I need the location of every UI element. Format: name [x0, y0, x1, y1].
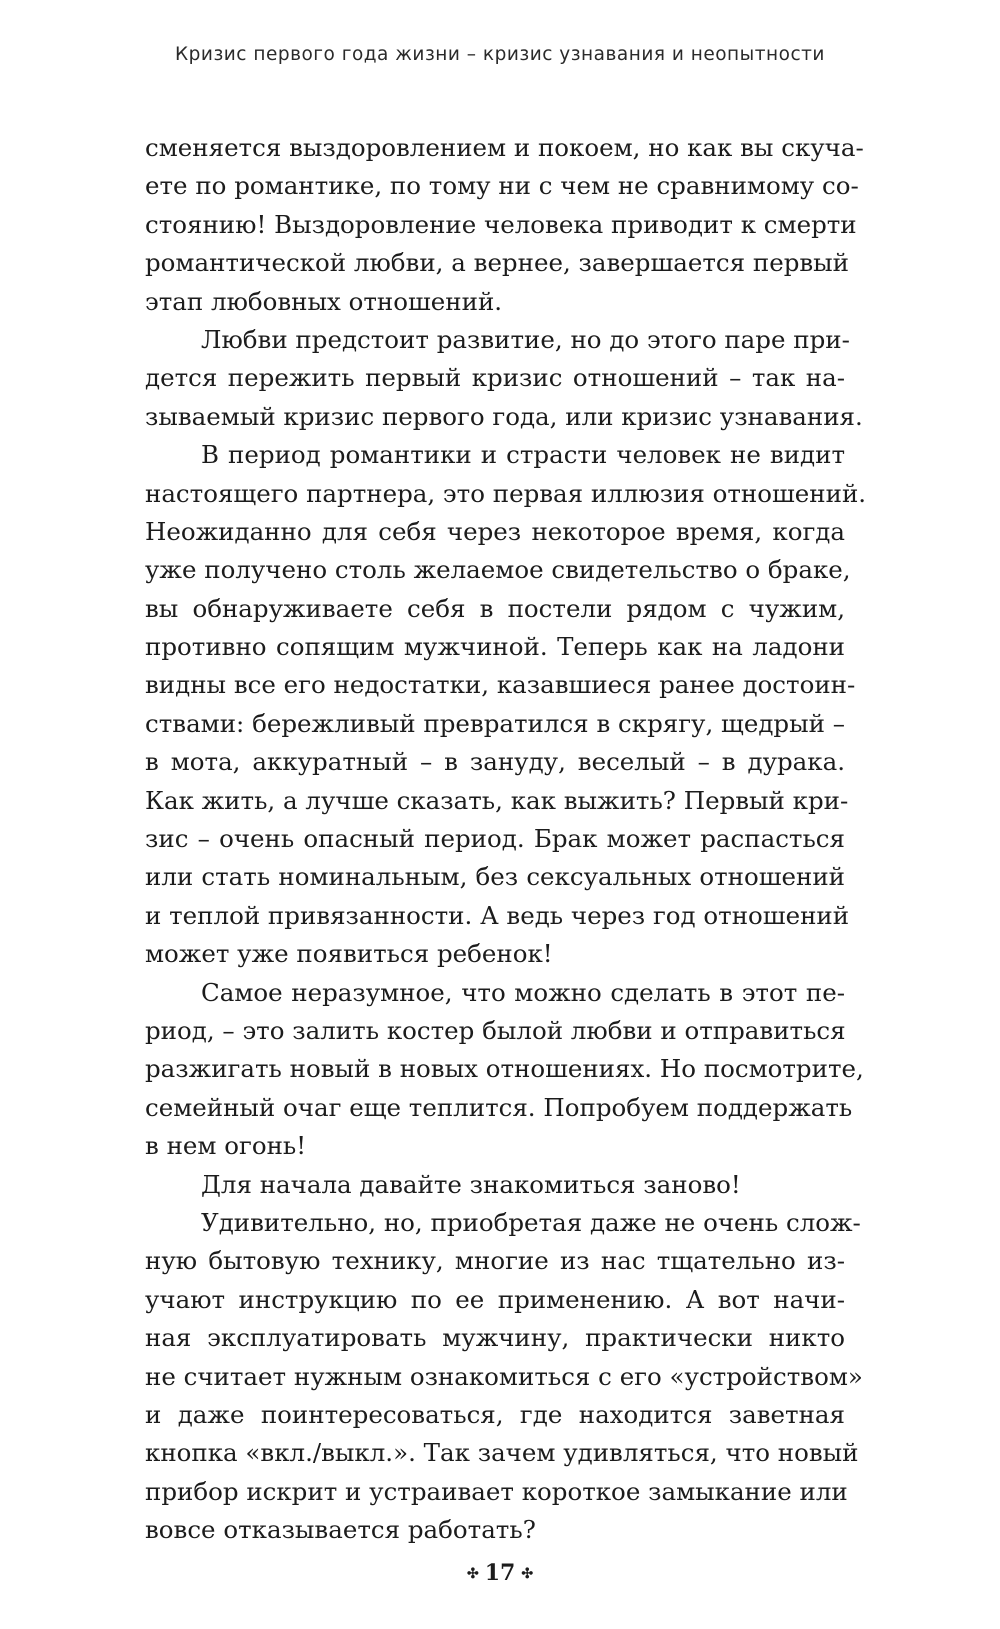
text-line: зис – очень опасный период. Брак может распасться: [145, 824, 845, 854]
text-line: и даже поинтересоваться, где находится заветная: [145, 1399, 845, 1429]
body-text: [145, 129, 867, 1549]
text-line: риод, – это залить костер былой любви и отправиться: [145, 1015, 846, 1045]
text-line: видны все его недостатки, казавшиеся ранее достоин-: [145, 670, 856, 700]
text-line: в нем огонь!: [145, 1131, 307, 1161]
text-line: Удивительно, но, приобретая даже не очень слож-: [201, 1207, 861, 1237]
text-line: настоящего партнера, это первая иллюзия отношений.: [145, 478, 867, 508]
text-line: может уже появиться ребенок!: [145, 939, 553, 969]
ornament-left-icon: ✣: [466, 1566, 479, 1582]
text-line: вовсе отказывается работать?: [145, 1515, 536, 1545]
text-line: в мота, аккуратный – в зануду, веселый – в дурака.: [145, 747, 845, 777]
running-header: Кризис первого года жизни – кризис узнавания и неопытности: [175, 44, 825, 65]
text-line: не считает нужным ознакомиться с его «устройством»: [145, 1361, 863, 1391]
text-line: уже получено столь желаемое свидетельство о браке,: [145, 555, 851, 585]
text-line: В период романтики и страсти человек не видит: [201, 440, 845, 470]
text-line: ете по романтике, по тому ни с чем не сравнимому со-: [145, 171, 859, 201]
text-line: зываемый кризис первого года, или кризис узнавания.: [145, 401, 863, 431]
text-line: романтической любви, а вернее, завершается первый: [145, 248, 850, 278]
text-line: дется пережить первый кризис отношений – так на-: [145, 363, 845, 393]
text-line: стоянию! Выздоровление человека приводит к смерти: [145, 209, 857, 239]
text-line: Любви предстоит развитие, но до этого паре при-: [201, 324, 850, 354]
text-line: вы обнаруживаете себя в постели рядом с чужим,: [145, 593, 845, 623]
text-line: разжигать новый в новых отношениях. Но посмотрите,: [145, 1054, 864, 1084]
text-line: Для начала давайте знакомиться заново!: [201, 1169, 741, 1199]
text-line: или стать номинальным, без сексуальных отношений: [145, 862, 845, 892]
text-line: ная эксплуатировать мужчину, практически никто: [145, 1323, 845, 1353]
text-line: противно сопящим мужчиной. Теперь как на ладони: [145, 632, 845, 662]
text-line: Неожиданно для себя через некоторое время, когда: [145, 516, 845, 546]
text-line: учают инструкцию по ее применению. А вот начи-: [145, 1284, 845, 1314]
text-line: этап любовных отношений.: [145, 286, 503, 316]
text-line: сменяется выздоровлением и покоем, но как вы скуча-: [145, 133, 864, 162]
text-line: кнопка «вкл./выкл.». Так зачем удивляться, что новый: [145, 1438, 859, 1468]
text-line: семейный очаг еще теплится. Попробуем поддержать: [145, 1092, 853, 1122]
text-line: прибор искрит и устраивает короткое замыкание или: [145, 1476, 848, 1506]
text-line: и теплой привязанности. А ведь через год отношений: [145, 900, 850, 930]
text-line: Самое неразумное, что можно сделать в этот пе-: [201, 977, 845, 1007]
ornament-right-icon: ✣: [521, 1566, 534, 1582]
page-number-footer: [0, 1560, 1000, 1586]
text-line: Как жить, а лучше сказать, как выжить? Первый кри-: [145, 785, 849, 815]
text-line: ствами: бережливый превратился в скрягу, щедрый –: [145, 708, 845, 738]
page-number: 17: [484, 1560, 516, 1586]
text-line: ную бытовую технику, многие из нас тщательно из-: [145, 1246, 845, 1276]
